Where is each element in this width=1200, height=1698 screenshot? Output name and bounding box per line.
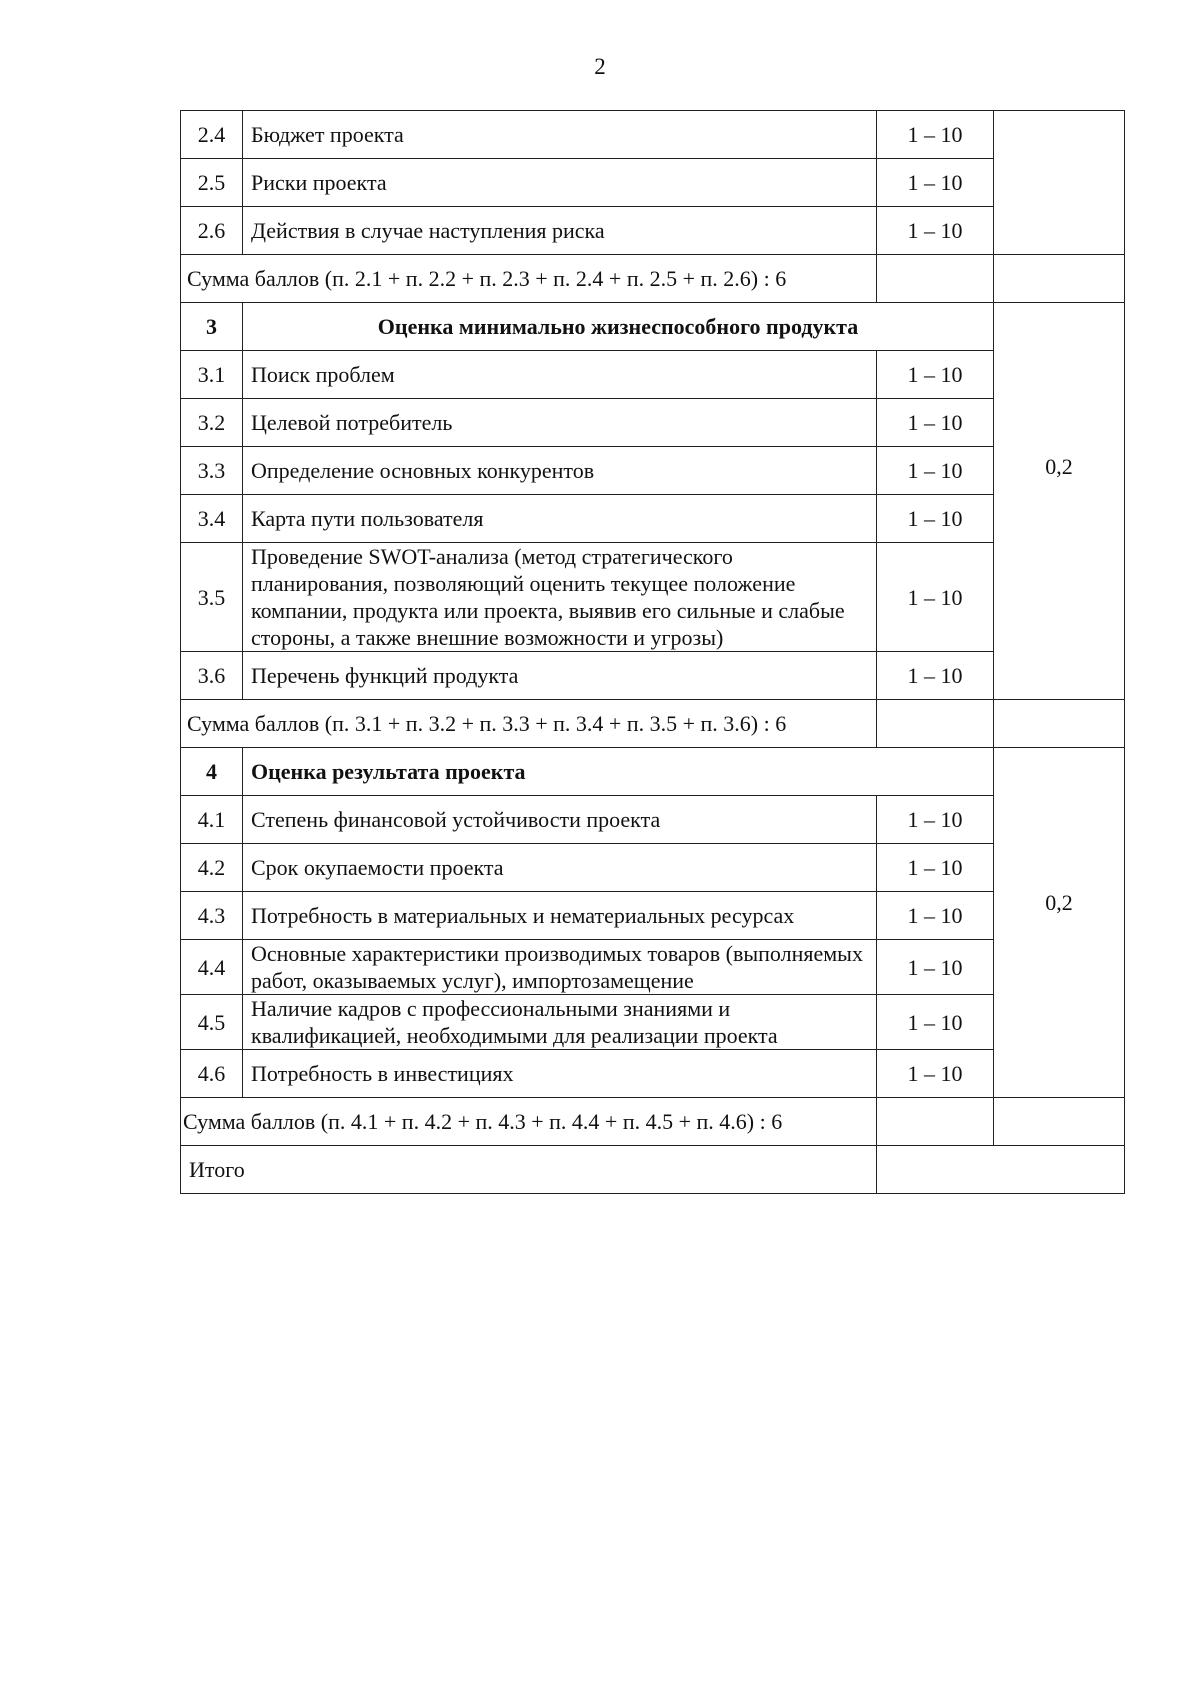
item-number: 3.6 xyxy=(181,652,243,700)
item-name: Потребность в инвестициях xyxy=(243,1050,877,1098)
item-name: Проведение SWOT-анализа (метод стратегического планирования, позволяющий оценить текущее положение компании, продукта или проекта, выявив его сильные и слабые стороны, а также внешние возможности и угрозы) xyxy=(243,543,877,652)
table-row xyxy=(181,1050,1125,1098)
item-name: Перечень функций продукта xyxy=(243,652,877,700)
table-row xyxy=(181,940,1125,995)
section-weight xyxy=(994,303,1125,700)
item-name: Риски проекта xyxy=(243,159,877,207)
item-number: 2.6 xyxy=(181,207,243,255)
item-number: 2.4 xyxy=(181,111,243,159)
score-range: 1 – 10 xyxy=(877,1050,994,1098)
table-row xyxy=(181,995,1125,1050)
sum-value-cell xyxy=(877,255,994,303)
section-header-row xyxy=(181,303,1125,351)
score-range: 1 – 10 xyxy=(877,844,994,892)
table-row xyxy=(181,447,1125,495)
weight-value: 0,2 xyxy=(1045,453,1073,479)
score-range: 1 – 10 xyxy=(877,447,994,495)
sum-row xyxy=(181,255,1125,303)
item-name: Потребность в материальных и нематериальных ресурсах xyxy=(243,892,877,940)
score-range: 1 – 10 xyxy=(877,652,994,700)
evaluation-table xyxy=(180,110,1125,1194)
section-number: 3 xyxy=(181,303,243,351)
item-name: Бюджет проекта xyxy=(243,111,877,159)
item-number: 4.3 xyxy=(181,892,243,940)
item-number: 3.4 xyxy=(181,495,243,543)
sum-row xyxy=(181,1098,1125,1146)
table-row xyxy=(181,495,1125,543)
table-row xyxy=(181,351,1125,399)
section-title: Оценка минимально жизнеспособного продукта xyxy=(243,303,994,351)
table-row xyxy=(181,159,1125,207)
table-row xyxy=(181,399,1125,447)
table-row xyxy=(181,207,1125,255)
item-name: Степень финансовой устойчивости проекта xyxy=(243,796,877,844)
item-name: Определение основных конкурентов xyxy=(243,447,877,495)
total-label: Итого xyxy=(181,1146,877,1194)
weight-value: 0,2 xyxy=(1045,890,1073,915)
sum-weight-cell xyxy=(994,700,1125,748)
item-number: 4.4 xyxy=(181,940,243,995)
section-title: Оценка результата проекта xyxy=(243,748,994,796)
section-header-row xyxy=(181,748,1125,796)
weight-cell-empty xyxy=(994,111,1125,255)
score-range: 1 – 10 xyxy=(877,796,994,844)
item-name: Основные характеристики производимых товаров (выполняемых работ, оказываемых услуг), импортозамещение xyxy=(243,940,877,995)
score-range: 1 – 10 xyxy=(877,543,994,652)
score-range: 1 – 10 xyxy=(877,351,994,399)
item-name: Срок окупаемости проекта xyxy=(243,844,877,892)
item-number: 3.2 xyxy=(181,399,243,447)
item-name: Действия в случае наступления риска xyxy=(243,207,877,255)
score-range: 1 – 10 xyxy=(877,111,994,159)
section-weight xyxy=(994,748,1125,1098)
score-range: 1 – 10 xyxy=(877,995,994,1050)
sum-label: Сумма баллов (п. 2.1 + п. 2.2 + п. 2.3 + п. 2.4 + п. 2.5 + п. 2.6) : 6 xyxy=(181,255,877,303)
score-range: 1 – 10 xyxy=(877,399,994,447)
table-row xyxy=(181,652,1125,700)
table-row xyxy=(181,844,1125,892)
item-name: Поиск проблем xyxy=(243,351,877,399)
sum-label: Сумма баллов (п. 4.1 + п. 4.2 + п. 4.3 + п. 4.4 + п. 4.5 + п. 4.6) : 6 xyxy=(181,1098,877,1146)
table-row xyxy=(181,892,1125,940)
item-name: Карта пути пользователя xyxy=(243,495,877,543)
item-number: 3.1 xyxy=(181,351,243,399)
item-name: Целевой потребитель xyxy=(243,399,877,447)
item-number: 2.5 xyxy=(181,159,243,207)
sum-row xyxy=(181,700,1125,748)
table-row xyxy=(181,111,1125,159)
page-number: 2 xyxy=(594,54,606,79)
item-name: Наличие кадров с профессиональными знаниями и квалификацией, необходимыми для реализации проекта xyxy=(243,995,877,1050)
sum-weight-cell xyxy=(994,1098,1125,1146)
sum-label: Сумма баллов (п. 3.1 + п. 3.2 + п. 3.3 + п. 3.4 + п. 3.5 + п. 3.6) : 6 xyxy=(181,700,877,748)
sum-value-cell xyxy=(877,1098,994,1146)
table-row xyxy=(181,796,1125,844)
item-number: 3.3 xyxy=(181,447,243,495)
item-number: 3.5 xyxy=(181,543,243,652)
item-number: 4.5 xyxy=(181,995,243,1050)
item-number: 4.2 xyxy=(181,844,243,892)
score-range: 1 – 10 xyxy=(877,159,994,207)
sum-value-cell xyxy=(877,700,994,748)
sum-weight-cell xyxy=(994,255,1125,303)
total-value-cell xyxy=(877,1146,1125,1194)
item-number: 4.1 xyxy=(181,796,243,844)
score-range: 1 – 10 xyxy=(877,940,994,995)
table-row xyxy=(181,543,1125,652)
score-range: 1 – 10 xyxy=(877,207,994,255)
score-range: 1 – 10 xyxy=(877,892,994,940)
score-range: 1 – 10 xyxy=(877,495,994,543)
section-number: 4 xyxy=(181,748,243,796)
item-number: 4.6 xyxy=(181,1050,243,1098)
total-row xyxy=(181,1146,1125,1194)
